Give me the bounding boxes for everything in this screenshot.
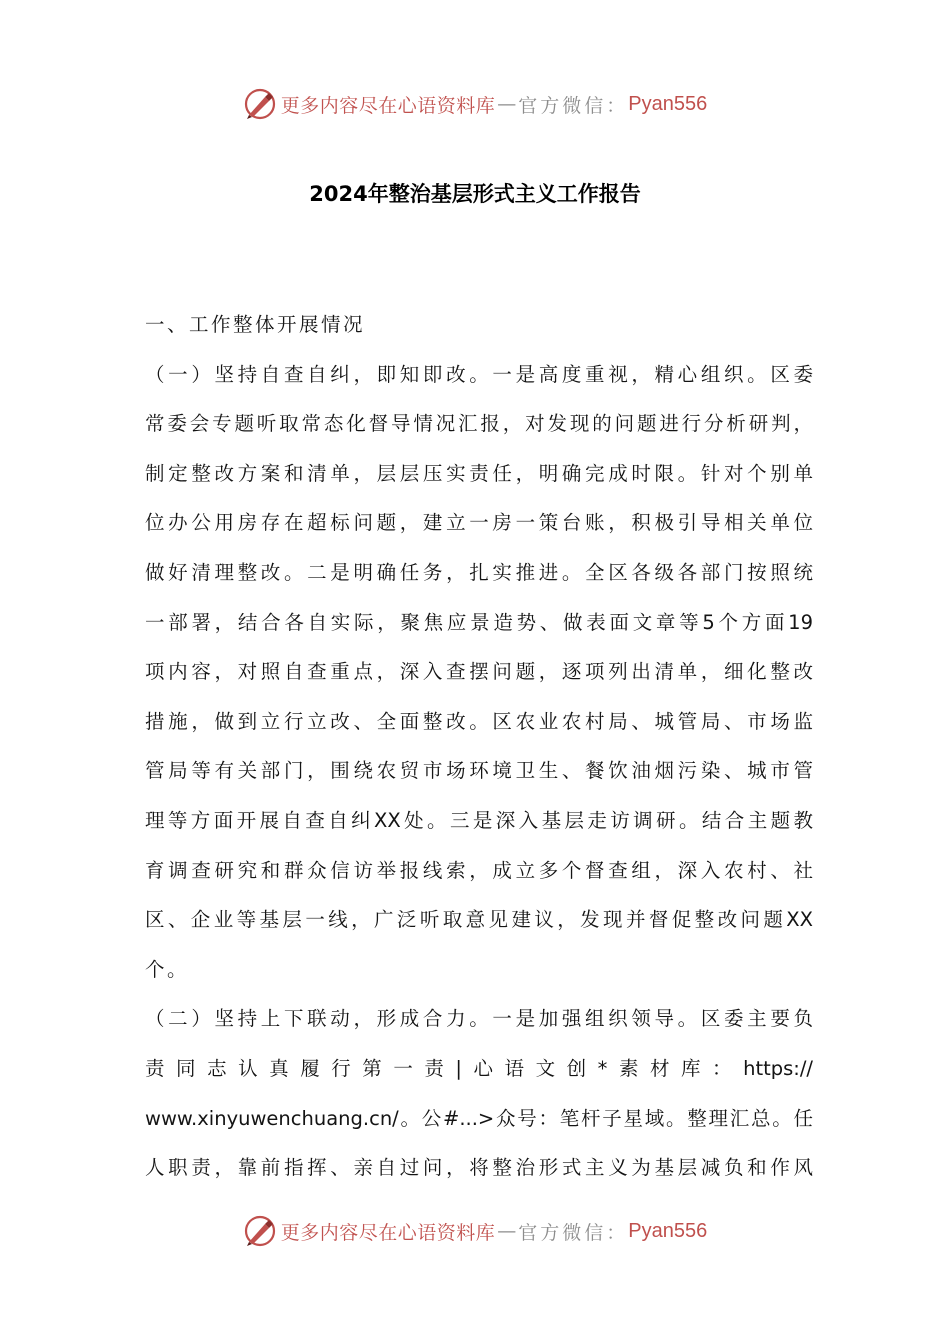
document-body xyxy=(145,300,813,1193)
banner-wechat-label: 官方微信： xyxy=(518,1221,629,1244)
body-line: 措施，做到立行立改、全面整改。区农业农村局、城管局、市场监 xyxy=(145,709,813,733)
body-line: 区、企业等基层一线，广泛听取意见建议，发现并督促整改问题XX xyxy=(145,908,813,932)
body-line: 责同志认真履行第一责|心语文创*素材库：https:// xyxy=(145,1056,813,1080)
body-line: 常委会专题听取常态化督导情况汇报，对发现的问题进行分析研判， xyxy=(145,412,813,436)
body-line: 管局等有关部门，围绕农贸市场环境卫生、餐饮油烟污染、城市管 xyxy=(145,759,813,783)
document-title: 2024年整治基层形式主义工作报告 xyxy=(309,182,641,206)
body-line: （一）坚持自查自纠，即知即改。一是高度重视，精心组织。区委 xyxy=(145,362,813,386)
body-line: （二）坚持上下联动，形成合力。一是加强组织领导。区委主要负 xyxy=(145,1007,813,1031)
body-line: 做好清理整改。二是明确任务，扎实推进。全区各级各部门按照统 xyxy=(145,560,813,584)
body-line: 理等方面开展自查自纠XX处。三是深入基层走访调研。结合主题教 xyxy=(145,808,813,832)
banner-dash: — xyxy=(497,1220,517,1242)
section-heading: 一、工作整体开展情况 xyxy=(145,313,366,336)
body-line: 位办公用房存在超标问题，建立一房一策台账，积极引导相关单位 xyxy=(145,511,813,535)
footer-banner xyxy=(0,1211,950,1251)
pen-logo-icon xyxy=(243,87,277,121)
body-line: 育调查研究和群众信访举报线索，成立多个督查组，深入农村、社 xyxy=(145,858,813,882)
banner-wechat-label: 官方微信： xyxy=(518,94,629,117)
body-line: 一部署，结合各自实际，聚焦应景造势、做表面文章等5个方面19 xyxy=(145,610,813,634)
body-line: www.xinyuwenchuang.cn/。公#...>众号：笔杆子星域。整理汇总。任 xyxy=(145,1106,813,1130)
banner-brand-text: 更多内容尽在心语资料库 xyxy=(280,94,496,117)
banner-dash: — xyxy=(497,93,517,115)
pen-logo-icon xyxy=(243,1214,277,1248)
header-banner xyxy=(0,84,950,124)
body-line: 人职责，靠前指挥、亲自过问，将整治形式主义为基层减负和作风 xyxy=(145,1156,813,1180)
body-line: 项内容，对照自查重点，深入查摆问题，逐项列出清单，细化整改 xyxy=(145,660,813,684)
body-line: 制定整改方案和清单，层层压实责任，明确完成时限。针对个别单 xyxy=(145,461,813,485)
banner-wechat-id: Pyan556 xyxy=(628,92,708,115)
body-line: 个。 xyxy=(145,957,190,981)
banner-wechat-id: Pyan556 xyxy=(628,1219,708,1242)
banner-brand-text: 更多内容尽在心语资料库 xyxy=(280,1221,496,1244)
